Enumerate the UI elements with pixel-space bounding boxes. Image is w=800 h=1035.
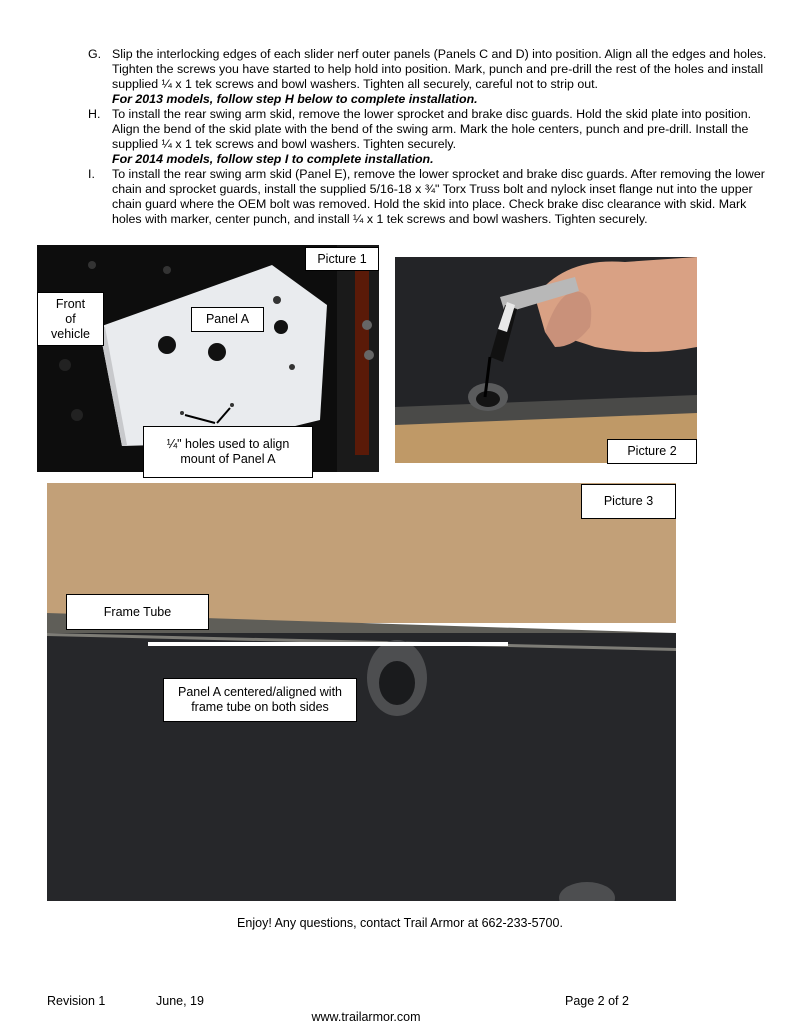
picture-3-label: Picture 3: [581, 484, 676, 519]
alignment-holes-line: mount of Panel A: [180, 452, 276, 466]
footer-date: June, 19: [156, 994, 204, 1008]
footer-page-number: Page 2 of 2: [565, 994, 629, 1008]
frame-tube-label: Frame Tube: [66, 594, 209, 630]
picture-1-label: Picture 1: [305, 247, 379, 271]
front-of-vehicle-line: of: [65, 311, 76, 326]
step-g: [88, 47, 768, 107]
step-letter: G.: [88, 47, 102, 61]
footer-website: www.trailarmor.com: [311, 1010, 421, 1024]
step-i: [88, 167, 768, 227]
footer-revision: Revision 1: [47, 994, 106, 1008]
panel-aligned-label: [163, 678, 357, 722]
step-text: Slip the interlocking edges of each slider nerf outer panels (Panels C and D) into position. Align all the edges and holes. Tighten the screws you have started to help hold into position. Mark, punch and pre-drill the rest of the holes and install supplied ¼ x 1 tek screws and bowl washers. Tighten all securely, careful not to strip out.: [112, 47, 767, 91]
step-text: To install the rear swing arm skid, remove the lower sprocket and brake disc guards. Hold the skid plate into position. Align the bend of the skid plate with the bend of the swing arm. Mark the hole centers, punch and pre-drill. Install the supplied ¼ x 1 tek screws and bowl washers. Tighten securely.: [112, 107, 752, 151]
step-text: To install the rear swing arm skid (Panel E), remove the lower sprocket and brake disc guards. After removing the lower chain and sprocket guards, install the supplied 5/16-18 x ¾" Torx Truss bolt and nylock inset flange nut into the upper chain guard where the OEM bolt was removed. Hold the skid into place. Check brake disc clearance with skid. Mark holes with marker, center punch, and install ¼ x 1 tek screws and bowl washers. Tighten securely.: [112, 167, 765, 226]
step-letter: I.: [88, 167, 95, 181]
panel-a-label: Panel A: [191, 307, 264, 332]
step-letter: H.: [88, 107, 101, 121]
front-of-vehicle-line: vehicle: [51, 326, 90, 341]
instruction-steps: [88, 47, 768, 227]
step-note: For 2013 models, follow step H below to complete installation.: [112, 92, 478, 106]
front-of-vehicle-label: [37, 292, 104, 346]
front-of-vehicle-line: Front: [55, 296, 86, 311]
panel-aligned-line: frame tube on both sides: [191, 700, 329, 714]
picture-2-photo: [395, 257, 697, 463]
panel-aligned-line: Panel A centered/aligned with: [177, 685, 342, 699]
step-h: [88, 107, 768, 167]
closing-contact-text: Enjoy! Any questions, contact Trail Armor at 662-233-5700.: [237, 916, 563, 930]
picture-3-photo: [47, 483, 676, 901]
alignment-holes-line: ¼" holes used to align: [166, 437, 290, 451]
picture-2-label: Picture 2: [607, 439, 697, 464]
alignment-holes-label: [143, 426, 313, 478]
step-note: For 2014 models, follow step I to complete installation.: [112, 152, 434, 166]
